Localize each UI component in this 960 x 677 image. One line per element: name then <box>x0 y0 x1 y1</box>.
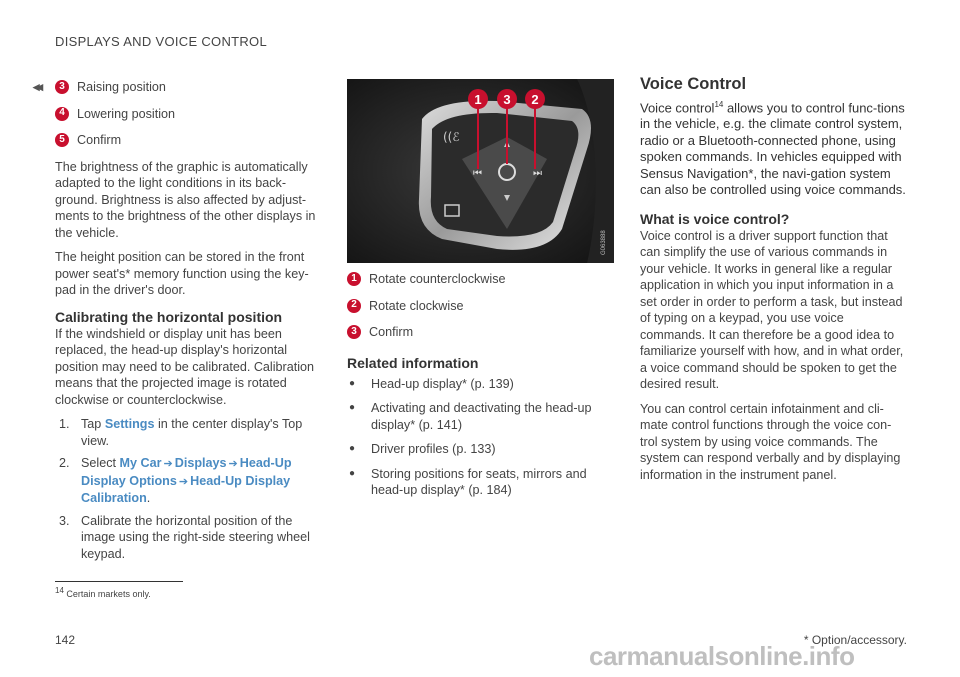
voice-control-para1: Voice control is a driver support function that can simplify the use of various commands in your vehicle. It works in general like a regular application in which you input information in a set order in order to perform a task, but instead of typing on a keypad, you use voice commands. It can therefore be a good idea to familiarize yourself with how, and in what order, a voice command should be spoken to get the desired result. <box>640 228 904 392</box>
menu-head-up-display-options[interactable]: Head-Up Display Options <box>81 456 292 488</box>
footnote-ref[interactable]: 14 <box>714 99 724 109</box>
svg-text:3: 3 <box>503 92 511 107</box>
number-badge: 5 <box>55 133 69 147</box>
calibration-steps <box>55 416 321 562</box>
arrow-right-icon: ➔ <box>228 458 238 470</box>
number-badge: 3 <box>55 80 69 94</box>
item-label: Raising position <box>77 80 166 94</box>
right-column <box>640 76 908 491</box>
svg-text:1: 1 <box>474 92 482 107</box>
number-badge: 4 <box>55 107 69 121</box>
step-item: 1. Tap Settings in the center display's Top view. <box>59 417 303 448</box>
footnote: $^{14}$ Certain markets only. <box>55 586 151 599</box>
related-link[interactable]: ● Storing positions for seats, mirrors and head-up display* (p. 184) <box>349 466 587 497</box>
back-arrows-icon[interactable]: ◂◂ <box>33 79 41 94</box>
arrow-right-icon: ➔ <box>163 458 173 470</box>
numbered-item <box>347 271 615 288</box>
voice-control-para2: You can control certain infotainment and cli-mate control functions through the voice con-trol system by using voice commands. The system can respond verbally and by displaying information in the instrument panel. <box>640 401 901 482</box>
what-is-voice-control-heading: What is voice control? <box>640 210 790 227</box>
related-links-list <box>347 376 615 499</box>
numbered-item <box>55 106 321 123</box>
numbered-item <box>55 79 321 96</box>
related-link[interactable]: ● Driver profiles (p. 133) <box>349 442 496 456</box>
svg-text:⏭: ⏭ <box>533 168 542 179</box>
step-item: 2. Select My Car ➔ Displays ➔ Head-Up Display Options ➔ Head-Up Display Calibration. <box>59 456 292 505</box>
page-number: 142 <box>55 633 76 647</box>
voice-control-heading: Voice Control <box>640 75 747 93</box>
svg-text:2: 2 <box>531 92 539 107</box>
item-label: Confirm <box>77 133 122 147</box>
related-information-heading: Related information <box>347 354 479 371</box>
number-badge: 3 <box>347 325 361 339</box>
menu-head-up-display-calibration[interactable]: Head-Up Display Calibration <box>81 473 291 505</box>
item-label: Lowering position <box>77 106 176 121</box>
calibrating-heading: Calibrating the horizontal position <box>55 308 283 325</box>
image-badge-3 <box>497 89 517 109</box>
image-badge-2 <box>525 89 545 109</box>
menu-my-car[interactable]: My Car <box>119 456 162 470</box>
numbered-item <box>347 324 615 341</box>
menu-displays[interactable]: Displays <box>174 456 227 470</box>
svg-text:((ℰ: ((ℰ <box>443 130 460 144</box>
option-accessory-note: * Option/accessory. <box>803 633 907 647</box>
watermark: carmanualsonline.info <box>589 641 855 671</box>
related-link[interactable]: ● Head-up display* (p. 139) <box>349 376 514 391</box>
item-label: Confirm <box>369 325 414 339</box>
footnote-divider <box>55 581 183 582</box>
steering-wheel-keypad-image <box>347 79 614 263</box>
image-badge-1 <box>468 89 488 109</box>
voice-control-intro: Voice control$^{14}$ allows you to control func-tions in the vehicle, e.g. the climate control system, radio or a Bluetooth-connected phone, using spoken commands. In vehicles equipped with Sensus Navigation*, the navi-gation system can also be controlled using voice commands. <box>640 99 906 198</box>
settings-link[interactable]: Settings <box>104 417 155 431</box>
step-item: 3. Calibrate the horizontal position of the image using the right-side steering wheel keypad. <box>59 513 310 561</box>
number-badge: 1 <box>347 272 361 286</box>
left-column <box>55 79 321 568</box>
item-label: Rotate counterclockwise <box>369 272 506 286</box>
numbered-item <box>55 132 321 149</box>
page-header-title: DISPLAYS AND VOICE CONTROL <box>55 34 267 49</box>
related-link[interactable]: ● Activating and deactivating the head-up display* (p. 141) <box>349 401 592 432</box>
numbered-item <box>347 298 615 315</box>
svg-text:⏮: ⏮ <box>473 168 482 179</box>
image-code: G063888 <box>601 230 607 255</box>
number-badge: 2 <box>347 299 361 313</box>
arrow-right-icon: ➔ <box>178 475 189 488</box>
height-memory-paragraph: The height position can be stored in the front power seat's* memory function using the key-pad in the driver's door. <box>55 250 309 297</box>
calibrating-body: If the windshield or display unit has been replaced, the head-up display's horizontal position may need to be calibrated. Calibration means that the projected image is rotated clockwise or counterclockwise. <box>55 326 315 407</box>
item-label: Rotate clockwise <box>369 298 464 313</box>
brightness-paragraph: The brightness of the graphic is automatically adapted to the light conditions in its back-ground. Brightness is also affected by adjust-ments to the brightness of the other displays in the vehicle. <box>55 159 316 240</box>
middle-column <box>347 271 615 507</box>
